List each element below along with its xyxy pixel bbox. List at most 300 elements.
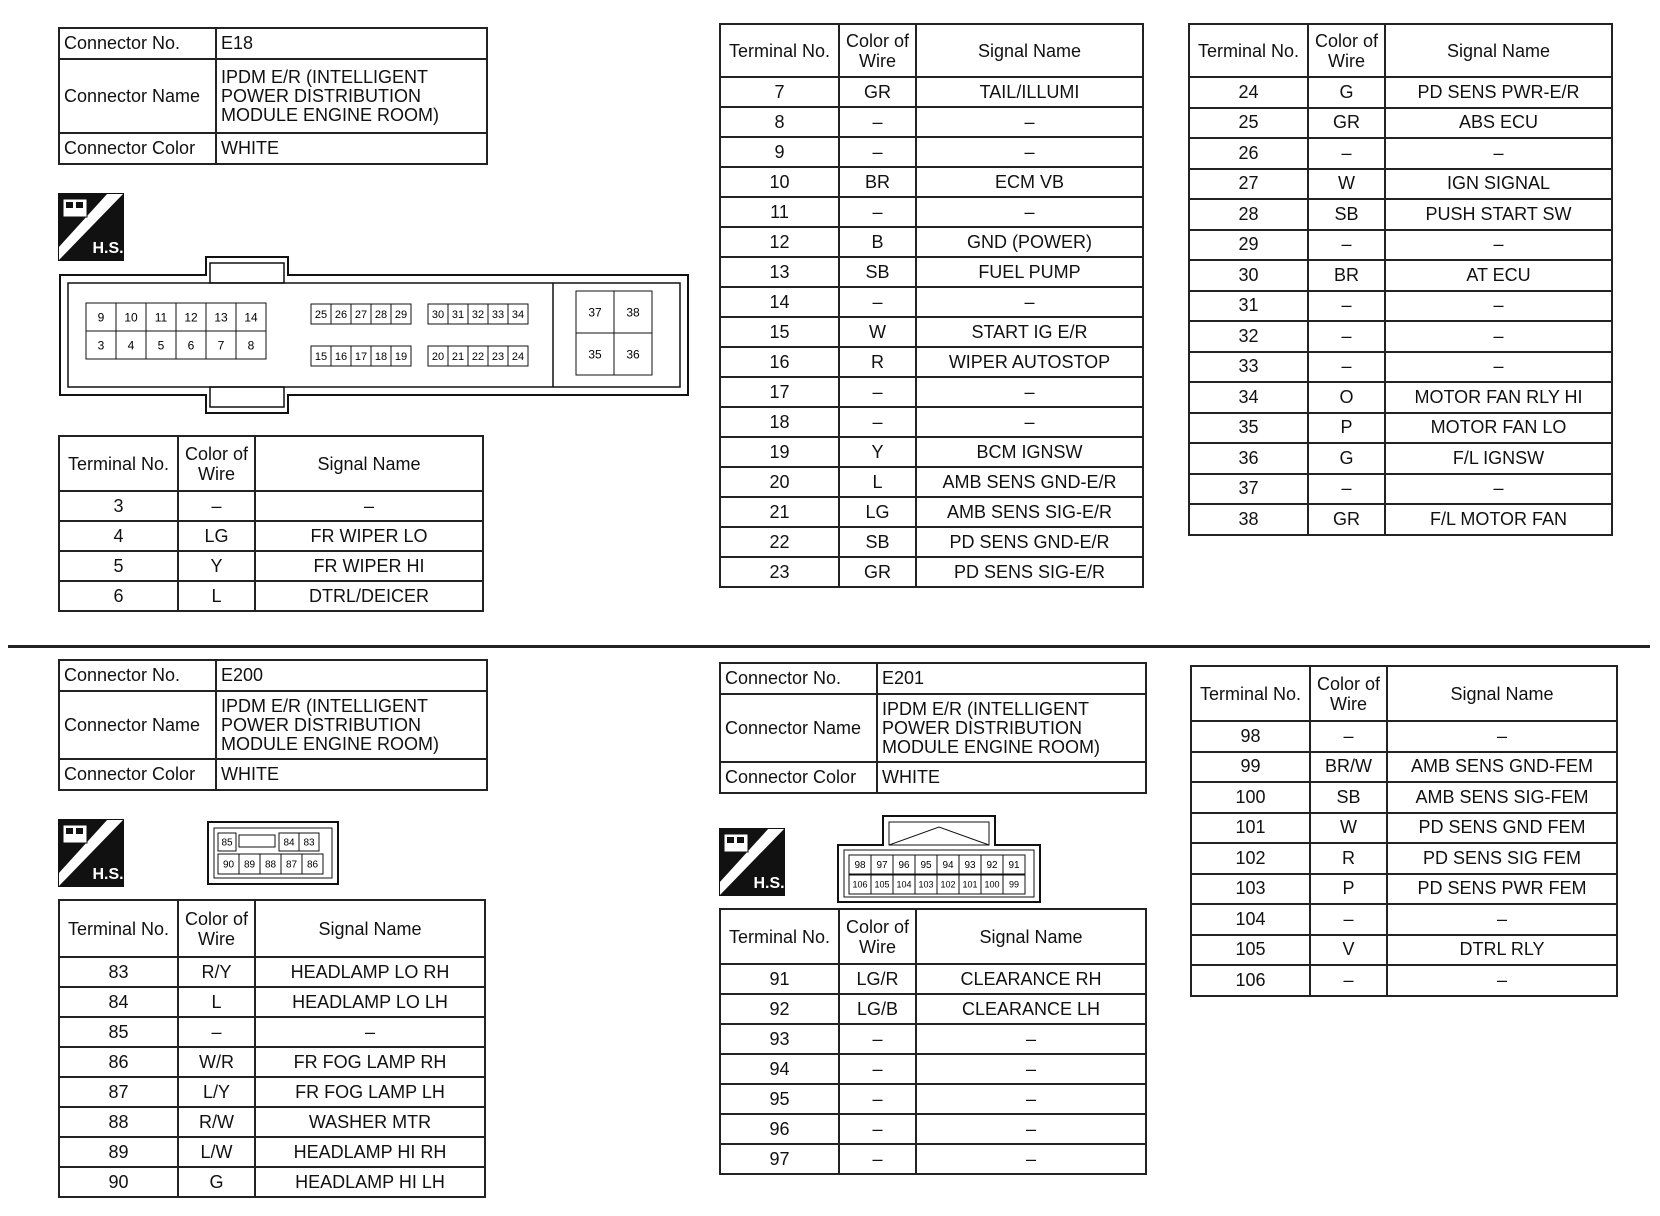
terminal-no-cell: 13 xyxy=(720,257,839,287)
wire-color-cell: – xyxy=(839,1024,916,1054)
table-row xyxy=(1189,382,1612,413)
connector-name-label: Connector Name xyxy=(59,59,216,133)
terminal-no-cell: 37 xyxy=(1189,474,1308,505)
wire-color-cell: – xyxy=(1308,352,1385,383)
pin-label: 11 xyxy=(154,310,168,325)
terminal-no-cell: 6 xyxy=(59,581,178,611)
signal-name-cell: AMB SENS SIG-FEM xyxy=(1387,782,1617,813)
terminal-no-cell: 95 xyxy=(720,1084,839,1114)
wire-color-cell: – xyxy=(178,491,255,521)
signal-name-cell: PD SENS GND FEM xyxy=(1387,813,1617,844)
terminal-no-cell: 85 xyxy=(59,1017,178,1047)
signal-name-header: Signal Name xyxy=(1385,24,1612,77)
wire-color-cell: – xyxy=(1308,321,1385,352)
signal-name-cell: HEADLAMP HI LH xyxy=(255,1167,485,1197)
pin-label: 86 xyxy=(306,859,319,871)
header-line: Color of xyxy=(845,916,910,937)
signal-name-cell: WIPER AUTOSTOP xyxy=(916,347,1143,377)
signal-name-cell: MOTOR FAN LO xyxy=(1385,413,1612,444)
pin-label: 32 xyxy=(471,308,485,321)
signal-name-cell: START IG E/R xyxy=(916,317,1143,347)
pin-label: 26 xyxy=(334,308,348,321)
e18-connector-info xyxy=(58,27,488,165)
terminal-no-cell: 94 xyxy=(720,1054,839,1084)
terminal-no-cell: 14 xyxy=(720,287,839,317)
terminal-no-cell: 26 xyxy=(1189,138,1308,169)
wire-color-cell: R/Y xyxy=(178,957,255,987)
table-body xyxy=(1189,77,1612,535)
hs-label: H.S. xyxy=(92,240,124,257)
table-row xyxy=(59,1167,485,1197)
signal-name-cell: PD SENS PWR FEM xyxy=(1387,874,1617,905)
e18-connector-color: WHITE xyxy=(216,133,487,164)
name-line: POWER DISTRIBUTION xyxy=(882,717,1083,738)
pin-label: 18 xyxy=(374,350,388,363)
table-row xyxy=(1189,291,1612,322)
table-body xyxy=(1191,721,1617,996)
signal-name-cell: – xyxy=(916,287,1143,317)
pin-label: 99 xyxy=(1008,879,1020,890)
color-of-wire-header xyxy=(1308,24,1385,77)
terminal-no-header: Terminal No. xyxy=(59,436,178,491)
terminal-no-cell: 102 xyxy=(1191,843,1310,874)
table-row xyxy=(59,551,483,581)
header-line: Color of xyxy=(184,908,249,929)
signal-name-cell: CLEARANCE RH xyxy=(916,964,1146,994)
name-line: IPDM E/R (INTELLIGENT xyxy=(221,66,429,87)
signal-name-cell: FR FOG LAMP RH xyxy=(255,1047,485,1077)
wire-color-cell: W xyxy=(839,317,916,347)
signal-name-cell: HEADLAMP LO RH xyxy=(255,957,485,987)
wire-color-cell: R xyxy=(839,347,916,377)
table-body xyxy=(59,957,485,1197)
table-row xyxy=(1189,474,1612,505)
e18-terminal-table-1 xyxy=(58,435,484,612)
wire-color-cell: P xyxy=(1310,874,1387,905)
wire-color-cell: GR xyxy=(839,557,916,587)
signal-name-header: Signal Name xyxy=(255,900,485,957)
pin-label: 104 xyxy=(896,879,912,890)
signal-name-header: Signal Name xyxy=(916,24,1143,77)
wire-color-cell: L/W xyxy=(178,1137,255,1167)
header-line: Color of xyxy=(184,443,249,464)
wire-color-cell: – xyxy=(839,107,916,137)
wire-color-cell: L/Y xyxy=(178,1077,255,1107)
wire-color-cell: – xyxy=(1308,474,1385,505)
pin-label: 98 xyxy=(854,860,866,872)
color-of-wire-header xyxy=(178,900,255,957)
terminal-no-cell: 21 xyxy=(720,497,839,527)
header-line: Wire xyxy=(859,936,896,957)
table-row xyxy=(720,347,1143,377)
signal-name-cell: AMB SENS GND-FEM xyxy=(1387,752,1617,783)
terminal-no-cell: 97 xyxy=(720,1144,839,1174)
signal-name-header: Signal Name xyxy=(255,436,483,491)
table-row xyxy=(1189,169,1612,200)
e201-connector-color: WHITE xyxy=(877,762,1146,793)
name-line: POWER DISTRIBUTION xyxy=(221,85,422,106)
pin-label: 27 xyxy=(354,308,368,321)
signal-name-cell: ECM VB xyxy=(916,167,1143,197)
table-row xyxy=(1189,504,1612,535)
terminal-no-header: Terminal No. xyxy=(720,909,839,964)
wire-color-cell: BR xyxy=(839,167,916,197)
header-line: Color of xyxy=(1316,673,1381,694)
pin-label: 91 xyxy=(1008,860,1020,872)
pin-label: 15 xyxy=(314,350,328,363)
table-row xyxy=(720,1114,1146,1144)
header-line: Color of xyxy=(845,30,910,51)
signal-name-cell: – xyxy=(1387,721,1617,752)
terminal-no-cell: 98 xyxy=(1191,721,1310,752)
table-row xyxy=(1189,260,1612,291)
pin-label: 37 xyxy=(588,305,602,320)
wire-color-cell: – xyxy=(1308,138,1385,169)
table-row xyxy=(1189,443,1612,474)
wire-color-cell: SB xyxy=(839,257,916,287)
pin-label: 7 xyxy=(217,338,225,353)
wire-color-cell: SB xyxy=(839,527,916,557)
signal-name-cell: – xyxy=(916,407,1143,437)
terminal-no-cell: 35 xyxy=(1189,413,1308,444)
wire-color-cell: B xyxy=(839,227,916,257)
signal-name-cell: – xyxy=(1385,321,1612,352)
pin-label: 33 xyxy=(491,308,505,321)
pin-label: 17 xyxy=(354,350,368,363)
table-row xyxy=(1191,782,1617,813)
pin-label: 8 xyxy=(247,338,255,353)
signal-name-cell: – xyxy=(1385,138,1612,169)
wire-color-cell: O xyxy=(1308,382,1385,413)
pin-label: 83 xyxy=(303,837,315,849)
pin-label: 84 xyxy=(283,837,295,849)
signal-name-cell: – xyxy=(1385,230,1612,261)
table-row xyxy=(720,287,1143,317)
terminal-no-cell: 7 xyxy=(720,77,839,107)
terminal-no-cell: 18 xyxy=(720,407,839,437)
terminal-no-header: Terminal No. xyxy=(1189,24,1308,77)
wire-color-cell: LG xyxy=(839,497,916,527)
pin-label: 23 xyxy=(491,350,505,363)
terminal-no-cell: 92 xyxy=(720,994,839,1024)
wire-color-cell: LG/B xyxy=(839,994,916,1024)
table-row xyxy=(1189,230,1612,261)
signal-name-cell: GND (POWER) xyxy=(916,227,1143,257)
terminal-no-cell: 12 xyxy=(720,227,839,257)
pin-label: 95 xyxy=(920,860,932,872)
wire-color-cell: LG xyxy=(178,521,255,551)
header-line: Wire xyxy=(859,50,896,71)
table-row xyxy=(59,1107,485,1137)
table-row xyxy=(720,497,1143,527)
table-row xyxy=(720,197,1143,227)
terminal-no-cell: 32 xyxy=(1189,321,1308,352)
pin-label: 105 xyxy=(874,879,890,890)
signal-name-cell: CLEARANCE LH xyxy=(916,994,1146,1024)
hs-label: H.S. xyxy=(92,866,124,883)
table-row xyxy=(1189,352,1612,383)
table-row xyxy=(1189,413,1612,444)
pin-label: 94 xyxy=(942,860,954,872)
table-row xyxy=(1189,138,1612,169)
pin-label: 85 xyxy=(221,837,233,849)
table-row xyxy=(1191,965,1617,996)
wire-color-cell: – xyxy=(1310,965,1387,996)
wire-color-cell: GR xyxy=(1308,108,1385,139)
pin-label: 30 xyxy=(431,308,445,321)
header-line: Wire xyxy=(1328,50,1365,71)
header-line: Wire xyxy=(198,928,235,949)
connector-no-label: Connector No. xyxy=(59,660,216,691)
signal-name-cell: – xyxy=(1385,474,1612,505)
e18-connector-name xyxy=(216,59,487,133)
table-row xyxy=(59,581,483,611)
wire-color-cell: – xyxy=(1310,904,1387,935)
wire-color-cell: – xyxy=(839,1144,916,1174)
connector-name-label: Connector Name xyxy=(720,694,877,762)
wire-color-cell: – xyxy=(839,197,916,227)
terminal-no-cell: 15 xyxy=(720,317,839,347)
table-row xyxy=(720,527,1143,557)
pin-label: 101 xyxy=(962,879,978,890)
table-row xyxy=(1189,199,1612,230)
table-row xyxy=(59,1077,485,1107)
pin-label: 93 xyxy=(964,860,976,872)
terminal-no-cell: 31 xyxy=(1189,291,1308,322)
e201-terminal-table-1 xyxy=(719,908,1147,1175)
terminal-no-cell: 30 xyxy=(1189,260,1308,291)
signal-name-cell: – xyxy=(916,137,1143,167)
wire-color-cell: – xyxy=(178,1017,255,1047)
terminal-no-cell: 103 xyxy=(1191,874,1310,905)
connector-no-label: Connector No. xyxy=(59,28,216,59)
pin-label: 4 xyxy=(127,338,135,353)
terminal-no-cell: 24 xyxy=(1189,77,1308,108)
pin-label: 31 xyxy=(451,308,465,321)
terminal-no-cell: 16 xyxy=(720,347,839,377)
terminal-no-cell: 83 xyxy=(59,957,178,987)
pin-label: 9 xyxy=(97,310,105,325)
pin-label: 21 xyxy=(451,350,465,363)
pin-label: 87 xyxy=(285,859,298,871)
pin-label: 22 xyxy=(471,350,485,363)
wire-color-cell: SB xyxy=(1310,782,1387,813)
terminal-no-cell: 34 xyxy=(1189,382,1308,413)
harness-side-icon xyxy=(58,819,124,887)
pin-label: 25 xyxy=(314,308,328,321)
name-line: IPDM E/R (INTELLIGENT xyxy=(882,698,1090,719)
table-row xyxy=(720,407,1143,437)
signal-name-cell: – xyxy=(916,197,1143,227)
table-row xyxy=(59,521,483,551)
terminal-no-cell: 8 xyxy=(720,107,839,137)
pin-label: 13 xyxy=(214,310,228,325)
wire-color-cell: – xyxy=(839,1054,916,1084)
name-line: MODULE ENGINE ROOM) xyxy=(882,736,1101,757)
pin-label: 97 xyxy=(876,860,888,872)
table-row xyxy=(720,377,1143,407)
e200-connector-face xyxy=(207,821,339,885)
pin-label: 20 xyxy=(431,350,445,363)
signal-name-cell: DTRL/DEICER xyxy=(255,581,483,611)
terminal-no-cell: 11 xyxy=(720,197,839,227)
wire-color-cell: P xyxy=(1308,413,1385,444)
terminal-no-header: Terminal No. xyxy=(59,900,178,957)
name-line: IPDM E/R (INTELLIGENT xyxy=(221,695,429,716)
terminal-no-cell: 9 xyxy=(720,137,839,167)
signal-name-cell: ABS ECU xyxy=(1385,108,1612,139)
e200-connector-color: WHITE xyxy=(216,759,487,790)
table-row xyxy=(59,957,485,987)
signal-name-cell: AT ECU xyxy=(1385,260,1612,291)
signal-name-cell: – xyxy=(1385,352,1612,383)
signal-name-cell: – xyxy=(916,107,1143,137)
terminal-no-cell: 29 xyxy=(1189,230,1308,261)
table-row xyxy=(59,987,485,1017)
terminal-no-cell: 10 xyxy=(720,167,839,197)
terminal-no-cell: 106 xyxy=(1191,965,1310,996)
terminal-no-cell: 90 xyxy=(59,1167,178,1197)
signal-name-cell: IGN SIGNAL xyxy=(1385,169,1612,200)
signal-name-cell: – xyxy=(916,1144,1146,1174)
signal-name-cell: PUSH START SW xyxy=(1385,199,1612,230)
pin-label: 12 xyxy=(184,310,198,325)
table-row xyxy=(720,964,1146,994)
wire-color-cell: L xyxy=(178,987,255,1017)
e201-terminal-table-2 xyxy=(1190,665,1618,997)
pin-label: 14 xyxy=(244,310,258,325)
wire-color-cell: GR xyxy=(839,77,916,107)
hs-label: H.S. xyxy=(753,875,785,892)
table-row xyxy=(59,491,483,521)
signal-name-cell: PD SENS SIG-E/R xyxy=(916,557,1143,587)
signal-name-cell: – xyxy=(1385,291,1612,322)
signal-name-cell: – xyxy=(1387,904,1617,935)
wire-color-cell: V xyxy=(1310,935,1387,966)
e200-terminal-table xyxy=(58,899,486,1198)
table-row xyxy=(720,257,1143,287)
terminal-no-cell: 3 xyxy=(59,491,178,521)
table-row xyxy=(720,107,1143,137)
signal-name-cell: TAIL/ILLUMI xyxy=(916,77,1143,107)
signal-name-cell: F/L MOTOR FAN xyxy=(1385,504,1612,535)
signal-name-cell: – xyxy=(916,377,1143,407)
wire-color-cell: BR/W xyxy=(1310,752,1387,783)
table-row xyxy=(1189,77,1612,108)
table-row xyxy=(720,994,1146,1024)
e200-connector-no: E200 xyxy=(216,660,487,691)
pin-label: 10 xyxy=(124,310,138,325)
terminal-no-cell: 87 xyxy=(59,1077,178,1107)
signal-name-cell: – xyxy=(916,1114,1146,1144)
terminal-no-header: Terminal No. xyxy=(720,24,839,77)
table-row xyxy=(720,1084,1146,1114)
table-row xyxy=(720,77,1143,107)
wire-color-cell: GR xyxy=(1308,504,1385,535)
connector-color-label: Connector Color xyxy=(59,759,216,790)
terminal-no-cell: 17 xyxy=(720,377,839,407)
terminal-no-cell: 88 xyxy=(59,1107,178,1137)
signal-name-cell: FR WIPER LO xyxy=(255,521,483,551)
section-divider xyxy=(8,645,1650,648)
pin-label: 19 xyxy=(394,350,408,363)
harness-side-icon xyxy=(719,828,785,896)
signal-name-cell: – xyxy=(255,1017,485,1047)
pin-label: 89 xyxy=(243,859,256,871)
wire-color-cell: – xyxy=(1310,721,1387,752)
header-line: Color of xyxy=(1314,30,1379,51)
signal-name-cell: FUEL PUMP xyxy=(916,257,1143,287)
color-of-wire-header xyxy=(839,24,916,77)
terminal-no-cell: 101 xyxy=(1191,813,1310,844)
pin-label: 29 xyxy=(394,308,408,321)
pin-label: 24 xyxy=(511,350,525,363)
table-row xyxy=(1189,321,1612,352)
terminal-no-cell: 28 xyxy=(1189,199,1308,230)
wire-color-cell: LG/R xyxy=(839,964,916,994)
wire-color-cell: – xyxy=(839,407,916,437)
pin-label: 36 xyxy=(626,347,640,362)
signal-name-cell: PD SENS PWR-E/R xyxy=(1385,77,1612,108)
signal-name-cell: – xyxy=(916,1024,1146,1054)
terminal-no-cell: 100 xyxy=(1191,782,1310,813)
signal-name-cell: – xyxy=(916,1054,1146,1084)
e18-connector-face xyxy=(58,255,690,415)
terminal-no-cell: 23 xyxy=(720,557,839,587)
table-row xyxy=(720,1054,1146,1084)
signal-name-cell: BCM IGNSW xyxy=(916,437,1143,467)
wire-color-cell: W xyxy=(1308,169,1385,200)
table-row xyxy=(720,317,1143,347)
signal-name-cell: PD SENS GND-E/R xyxy=(916,527,1143,557)
color-of-wire-header xyxy=(1310,666,1387,721)
terminal-no-cell: 20 xyxy=(720,467,839,497)
terminal-no-header: Terminal No. xyxy=(1191,666,1310,721)
wire-color-cell: – xyxy=(839,1114,916,1144)
table-row xyxy=(720,437,1143,467)
wire-color-cell: – xyxy=(839,377,916,407)
header-line: Wire xyxy=(198,463,235,484)
pin-label: 102 xyxy=(940,879,956,890)
table-row xyxy=(1189,108,1612,139)
table-row xyxy=(59,1137,485,1167)
wire-color-cell: – xyxy=(839,1084,916,1114)
table-row xyxy=(1191,843,1617,874)
e200-connector-name xyxy=(216,691,487,759)
wire-color-cell: – xyxy=(1308,230,1385,261)
table-row xyxy=(59,1017,485,1047)
pin-label: 34 xyxy=(511,308,525,321)
e201-connector-no: E201 xyxy=(877,663,1146,694)
signal-name-cell: PD SENS SIG FEM xyxy=(1387,843,1617,874)
terminal-no-cell: 99 xyxy=(1191,752,1310,783)
table-row xyxy=(1191,874,1617,905)
terminal-no-cell: 22 xyxy=(720,527,839,557)
signal-name-header: Signal Name xyxy=(1387,666,1617,721)
color-of-wire-header xyxy=(178,436,255,491)
terminal-no-cell: 89 xyxy=(59,1137,178,1167)
signal-name-cell: AMB SENS GND-E/R xyxy=(916,467,1143,497)
e18-terminal-table-3 xyxy=(1188,23,1613,536)
wire-color-cell: SB xyxy=(1308,199,1385,230)
connector-color-label: Connector Color xyxy=(720,762,877,793)
wire-color-cell: W xyxy=(1310,813,1387,844)
pin-label: 6 xyxy=(187,338,195,353)
table-row xyxy=(1191,935,1617,966)
pin-label: 103 xyxy=(918,879,934,890)
wire-color-cell: R/W xyxy=(178,1107,255,1137)
signal-name-cell: HEADLAMP LO LH xyxy=(255,987,485,1017)
